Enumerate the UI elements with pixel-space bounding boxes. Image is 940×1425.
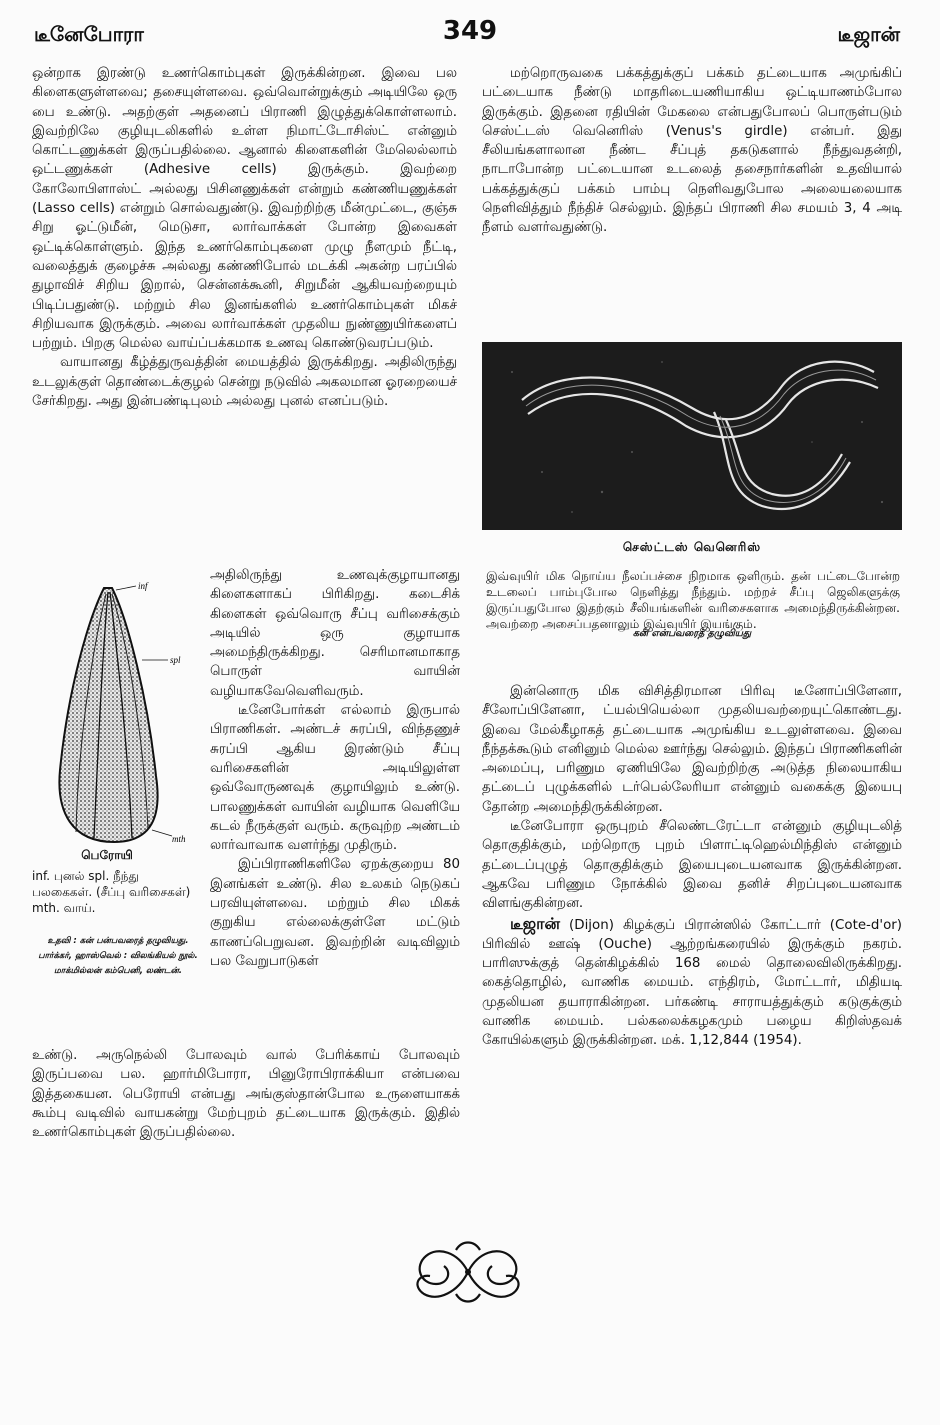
beroe-illustration bbox=[32, 580, 200, 848]
reproduction-paragraph: டீனேபோர்கள் எல்லாம் இருபால் பிராணிகள். அண்டச் சுரப்பி, விந்தணுச் சுரப்பி ஆகிய இரண்டும் சீப்பு வரிசைகளின் அடியிலுள்ள ஒவ்வோருணவுக் குழாயிலும் உண்டு. பாலணுக்கள் வாயின் வழியாக வெளியே கடல் நீருக்குள் வரும். கருவுற்ற அண்டம் லார்வாவாக வளர்ந்து முதிரும். bbox=[210, 703, 460, 854]
right-column-top bbox=[482, 64, 902, 238]
running-head-right: டீஜான் bbox=[837, 22, 900, 46]
end-ornament bbox=[398, 1232, 538, 1312]
left-column-top bbox=[32, 64, 457, 411]
dijon-entry bbox=[482, 914, 902, 1051]
label-inf: inf bbox=[138, 581, 148, 591]
platyctenida-paragraph: இன்னொரு மிக விசித்திரமான பிரிவு டீனோப்பிளேனா, சீலோப்பிளேனா, ட்யல்பியெல்லா முதலியவற்றையுட்கொண்டது. இவை மேல்கீழாகத் தட்டையாக அமுங்கிய உடலுள்ளவை. இவை நீந்தக்கூடும் எனினும் மெல்ல ஊர்ந்து செல்லும். இந்தப் பிராணிகளின் அமைப்பு, பரிணும ஏணியிலே இவற்றிற்கு அடுத்த நிலையாகிய தட்டைப் புழுக்களில் டர்பெல்லேரியா என்னும் வகைக்கு இயைபு தோன்ற அமைந்திருக்கின்றன. bbox=[482, 684, 902, 815]
digestion-paragraph: அதிலிருந்து உணவுக்குழாயானது கிளைகளாகப் பிரிகிறது. கடைசிக் கிளைகள் ஒவ்வொரு சீப்பு வரிசைக்கும் அடியில் ஒரு குழாயாக அமைந்திருக்கிறது. செரிமானமாகாத பொருள் வாயின் வழியாகவேவெளிவரும். bbox=[210, 568, 460, 699]
label-mth: mth bbox=[172, 834, 186, 844]
beroe-figure-title: பெரோயி bbox=[81, 848, 133, 862]
cestus-veneris-photo bbox=[482, 342, 902, 530]
beroe-figure-caption: inf. புனல் spl. நீந்து பலகைகள். (சீப்பு வரிசைகள்) mth. வாய். bbox=[32, 869, 191, 915]
left-column-beside-figure bbox=[210, 566, 460, 971]
page-number: 349 bbox=[442, 16, 498, 46]
cestus-figure-title: செஸ்ட்டஸ் வெனெரிஸ் bbox=[622, 540, 762, 554]
label-spl: spl bbox=[170, 655, 181, 665]
forms-paragraph: உண்டு. அருநெல்லி போலவும் வால் பேரிக்காய் போலவும் இருப்பவை பல. ஹார்மிபோரா, பினுரோபிராக்கியா என்பவை இத்தகையன. பெரோயி என்பது அங்குஸ்தான்போல உருளையாகக் கூம்பு வடிவில் வாயகன்று மேற்புறம் தட்டையாக இருக்கும். இதில் உணர்கொம்புகள் இருப்பதில்லை. bbox=[32, 1048, 460, 1141]
mouth-paragraph: வாயானது கீழ்த்துருவத்தின் மையத்தில் இருக்கிறது. அதிலிருந்து உடலுக்குள் தொண்டைக்குழல் சென்று நடுவில் அகலமான ஓரறையைச் சேர்கிறது. அது இன்பண்டிபுலம் அல்லது புனல் எனப்படும். bbox=[32, 355, 457, 410]
right-column-bottom bbox=[482, 682, 902, 1051]
dijon-headword: டீஜான் bbox=[510, 913, 560, 933]
tentacle-paragraph: ஒன்றாக இரண்டு உணர்கொம்புகள் இருக்கின்றன. இவை பல கிளைகளுள்ளவை; தசையுள்ளவை. ஒவ்வொன்றுக்கும் அடியிலே ஒரு பை உண்டு. அதற்குள் அதனைப் பிராணி இழுத்துக்கொள்ளலாம். இவற்றிலே குழியுடலிகளில் உள்ள நிமாட்டோசிஸ்ட் என்னும் கொட்டணுக்கள் இருப்பதில்லை. ஆனால் கிளைகளின் மேலெல்லாம் ஒட்டணுக்கள் (Adhesive cells) இருக்கும். இவற்றை கோலோபிளாஸ்ட் அல்லது பிசினணுக்கள் என்றும் கண்ணியணுக்கள் (Lasso cells) என்றும் சொல்வதுண்டு. இவற்றிற்கு மீன்முட்டை, குஞ்சு சிறு ஓட்டுமீன், மெடுசா, லார்வாக்கள் போன்ற இவைகள் ஒட்டிக்கொள்ளும். இந்த உணர்கொம்புகளை முழு நீளமும் நீட்டி, வலைத்துக் குழைச்சு அல்லது கண்ணிபோல் மடக்கி அகன்ற பரப்பில் துழாவிச் சிறிய இறால், சென்னக்கூனி, சிறுமீன் ஆகியவற்றையும் பிடிப்பதுண்டு. மற்றும் சில இனங்களில் உணர்கொம்புகள் மிகச் சிறியவாக இருக்கும். அவை லார்வாக்கள் முதலிய நுண்ணுயிர்களைப் பற்றும். பிறகு மெல்ல வாய்ப்பக்கமாக உணவு கொண்டுவரப்படும். bbox=[32, 66, 457, 352]
species-paragraph: இப்பிராணிகளிலே ஏறக்குறைய 80 இனங்கள் உண்டு. சில உலகம் நெடுகப் பரவியுள்ளவை. மற்றும் சில மிகக் குறுகிய எல்லைக்குள்ளே மட்டும் காணப்பெறுவன. இவற்றின் வடிவிலும் பல வேறுபாடுகள் bbox=[210, 857, 460, 969]
beroe-figure-credit: உதவி : கன் பன்பவரைத் தழுவியது. பார்க்கர், ஹாஸ்வெல் : விலங்கியல் நூல். மாக்மில்லன் கம்பெனி, லண்டன். bbox=[38, 936, 198, 976]
cestus-figure-caption: இவ்வுயிர் மிக நொய்ய நீலப்பச்சை நிறமாக ஒளிரும். தன் பட்டைபோன்ற உடலைப் பாம்புபோல நெளித்து நீந்தும். மற்றச் சீப்பு ஜெலிகளுக்கு இருப்பதுபோல இதற்கும் சீலியங்களின் வரிசைகளாக அமைந்திருக்கின்றன. அவற்றை அசைப்பதனாலும் இவ்வுயிர் இயங்கும். bbox=[486, 569, 901, 631]
venus-girdle-paragraph: மற்றொருவகை பக்கத்துக்குப் பக்கம் தட்டையாக அமுங்கிப் பட்டையாக நீண்டு மாதரிடையணியாகிய ஒட்டியாணம்போல இருக்கும். இதனை ரதியின் மேகலை என்பதுபோலப் பொருள்படும் செஸ்ட்டஸ் வெனெரிஸ் (Venus's girdle) என்பர். இது சீலியங்களாலான நீண்ட சீப்புத் தகடுகளால் நீந்துவதன்றி, நாடாபோன்ற பட்டையான உடலைத் தசைநார்களின் உதவியால் பக்கத்துக்குப் பக்கம் பாம்பு நெளிவதுபோல அலையலையாக நெளிவித்தும் நீந்திச் செல்லும். இந்தப் பிராணி சில சமயம் 3, 4 அடி நீளம் வளர்வதுண்டு. bbox=[482, 66, 902, 236]
dijon-text: (Dijon) கிழக்குப் பிரான்ஸில் கோட்டார் (Cote-d'or) பிரிவில் ஊஷ் (Ouche) ஆற்றங்கரையில் இருக்கும் நகரம். பாரிஸுக்குத் தென்கிழக்கில் 168 மைல் தொலைவிலிருக்கிறது. கைத்தொழில், வாணிக மையம். எந்திரம், மோட்டார், மிதியடி முதலியன தயாராகின்றன. பர்கண்டி சாராயத்துக்கும் கடுகுக்கும் வாணிக மையம். பல்கலைக்கழகமும் பழைய கிறிஸ்தவக் கோயில்களும் இருக்கின்றன. மக். 1,12,844 (1954). bbox=[482, 917, 902, 1049]
affinity-paragraph: டீனேபோரா ஒருபுறம் சீலெண்டரேட்டா என்னும் குழியுடலித் தொகுதிக்கும், மற்றொரு புறம் பிளாட்டிஹெல்மிந்திஸ் என்னும் தட்டைப்புழுத் தொகுதிக்கும் இயைபுடையனவாக இருக்கின்றன. ஆகவே பரிணும நோக்கில் இவை தனிச் சிறப்புடையனவாக விளங்குகின்றன. bbox=[482, 819, 902, 912]
cestus-figure-credit: கன் என்பவரைத் தழுவியது bbox=[632, 628, 752, 639]
running-head-left: டீனேபோரா bbox=[34, 22, 144, 46]
left-column-bottom bbox=[32, 1046, 460, 1142]
